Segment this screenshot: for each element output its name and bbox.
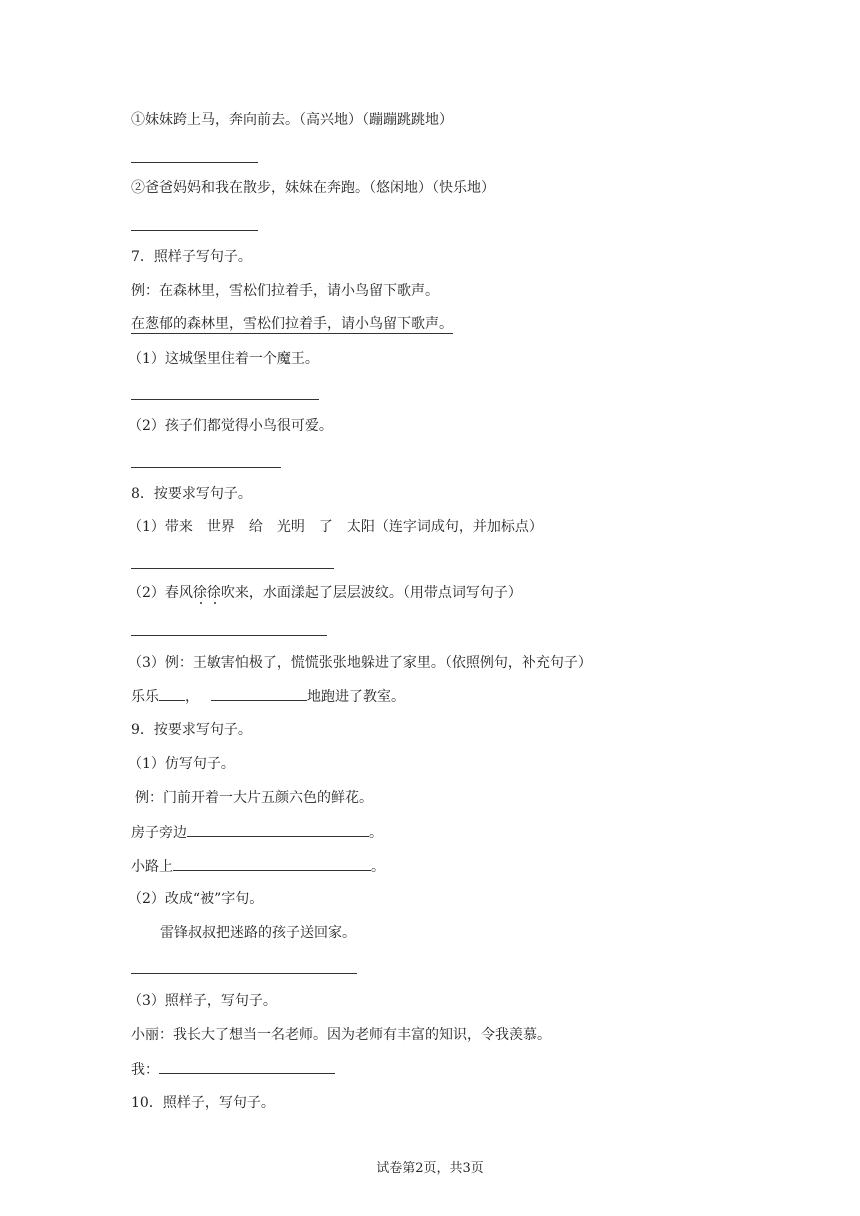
text-segment: 。 <box>369 825 383 841</box>
answer-blank[interactable] <box>131 399 319 400</box>
q9-part3: （3）照样子，写句子。 <box>128 993 277 1009</box>
answer-blank[interactable] <box>131 230 258 231</box>
underlined-answer: 在葱郁的森林里，雪松们拉着手，请小鸟留下歌声。 <box>131 316 453 332</box>
text-segment: （2）春风 <box>128 585 193 601</box>
q8-part3-fill <box>131 686 405 706</box>
inline-blank[interactable] <box>173 856 371 871</box>
dotted-char: 徐 <box>192 585 207 601</box>
q9-part2: （2）改成“被”字句。 <box>128 891 264 907</box>
text-segment: 我： <box>131 1062 159 1078</box>
q9-part3-me <box>131 1059 335 1079</box>
inline-blank[interactable] <box>159 1059 335 1074</box>
q8-part1: （1）带来 世界 给 光明 了 太阳（连字词成句，并加标点） <box>128 519 543 535</box>
inline-blank[interactable] <box>211 686 307 701</box>
answer-blank[interactable] <box>131 467 281 468</box>
q9-title: 9．按要求写句子。 <box>131 722 252 738</box>
q7-part1: （1）这城堡里住着一个魔王。 <box>128 351 319 367</box>
text-segment: 乐乐 <box>131 689 159 705</box>
q8-title: 8．按要求写句子。 <box>131 486 252 502</box>
q6-item2: ②爸爸妈妈和我在散步，妹妹在奔跑。（悠闲地）（快乐地） <box>131 180 495 196</box>
q6-item1: ①妹妹跨上马，奔向前去。（高兴地）（蹦蹦跳跳地） <box>131 112 453 128</box>
inline-blank[interactable] <box>159 686 185 701</box>
q7-part2: （2）孩子们都觉得小鸟很可爱。 <box>128 418 333 434</box>
text-segment: 小路上 <box>131 859 173 875</box>
text-segment: 房子旁边 <box>131 825 187 841</box>
q9-part2-sentence: 雷锋叔叔把迷路的孩子送回家。 <box>160 925 356 941</box>
page-footer: 试卷第2页，共3页 <box>376 1161 484 1176</box>
text-segment: 地跑进了教室。 <box>307 689 405 705</box>
q7-example: 例：在森林里，雪松们拉着手，请小鸟留下歌声。 <box>131 283 439 299</box>
text-segment: ， <box>185 689 199 705</box>
q8-part2 <box>128 583 522 603</box>
answer-blank[interactable] <box>131 162 258 163</box>
q9-part1: （1）仿写句子。 <box>128 756 235 772</box>
q7-example-answer <box>131 314 453 334</box>
q9-part3-example: 小丽：我长大了想当一名老师。因为老师有丰富的知识，令我羡慕。 <box>131 1027 551 1043</box>
q7-title: 7．照样子写句子。 <box>131 249 252 265</box>
q8-part3: （3）例：王敏害怕极了，慌慌张张地躲进了家里。（依照例句，补充句子） <box>128 655 592 671</box>
q9-fill1 <box>131 822 383 842</box>
dotted-char: 徐 <box>206 585 221 601</box>
answer-blank[interactable] <box>131 973 357 974</box>
q9-fill2 <box>131 856 385 876</box>
text-segment: 吹来，水面漾起了层层波纹。（用带点词写句子） <box>220 585 522 601</box>
q10-title: 10．照样子，写句子。 <box>131 1095 275 1111</box>
q9-example: 例：门前开着一大片五颜六色的鲜花。 <box>135 790 373 806</box>
answer-blank[interactable] <box>131 635 327 636</box>
inline-blank[interactable] <box>187 822 369 837</box>
text-segment: 。 <box>371 859 385 875</box>
answer-blank[interactable] <box>131 568 334 569</box>
